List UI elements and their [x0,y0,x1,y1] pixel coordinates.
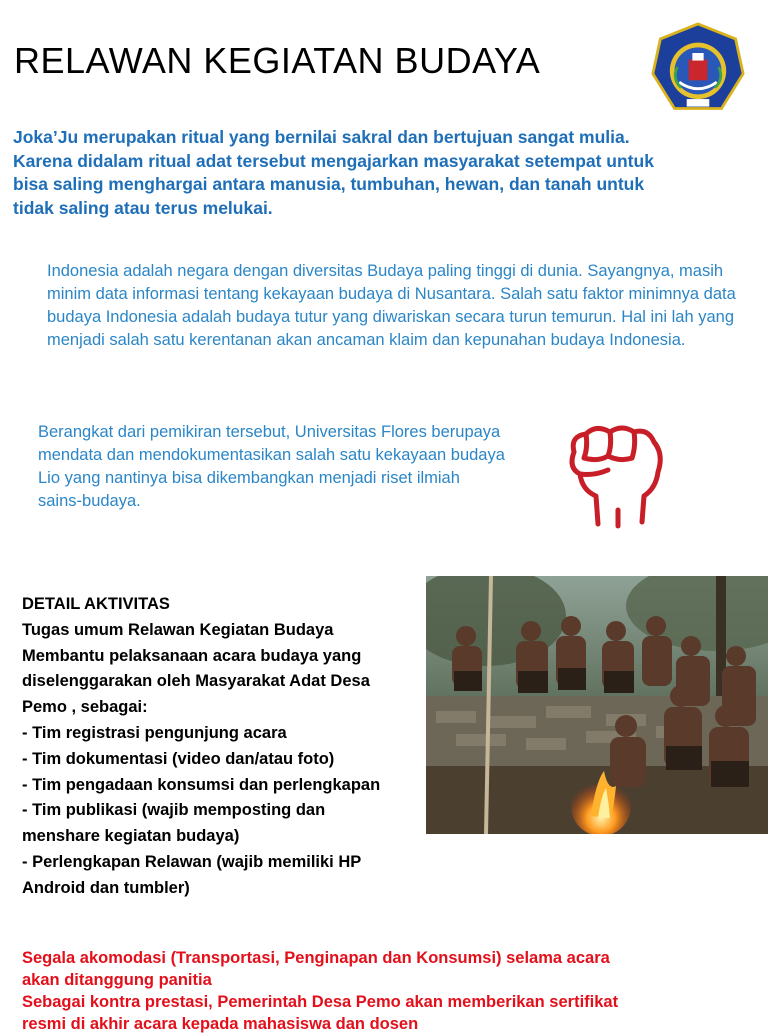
notes [22,947,752,1035]
ritual-photo [426,576,768,834]
details-heading: DETAIL AKTIVITAS [22,595,170,613]
details-line: - Perlengkapan Relawan (wajib memiliki HP [22,852,362,871]
paragraph-diversity: Indonesia adalah negara dengan diversitas Budaya paling tinggi di dunia. Sayangnya, masih minim data informasi tentang kekayaan budaya di Nusantara. Salah satu faktor minimnya data budaya Indonesia adalah budaya tutur yang diwariskan secara turun temurun. Hal ini lah yang menjadi salah satu kerentanan akan ancaman klaim dan kepunahan budaya Indonesia. [47,262,736,349]
note-line: akan ditanggung panitia [22,971,212,989]
details-line: - Tim publikasi (wajib memposting dan [22,801,326,820]
raised-fist-icon [560,414,672,534]
details-line: - Tim dokumentasi (video dan/atau foto) [22,749,335,768]
details-line: menshare kegiatan budaya) [22,827,240,846]
details-line: Tugas umum Relawan Kegiatan Budaya [22,620,334,639]
note-line: resmi di akhir acara kepada mahasiswa dan dosen [22,1015,419,1033]
note-line: Segala akomodasi (Transportasi, Penginapan dan Konsumsi) selama acara [22,949,610,967]
page-title: RELAWAN KEGIATAN BUDAYA [14,40,541,81]
details-line: Android dan tumbler) [22,878,190,897]
details-line: Membantu pelaksanaan acara budaya yang [22,646,362,665]
activity-details [22,592,427,902]
note-line: Sebagai kontra prestasi, Pemerintah Desa Pemo akan memberikan sertifikat [22,993,619,1011]
details-line: diselenggarakan oleh Masyarakat Adat Desa [22,672,370,691]
paragraph-university: Berangkat dari pemikiran tersebut, Universitas Flores berupaya mendata dan mendokumentasikan salah satu kekayaan budaya Lio yang nantinya bisa dikembangkan menjadi riset ilmiah sains-budaya. [38,423,505,510]
details-line: Pemo , sebagai: [22,698,148,717]
details-line: - Tim pengadaan konsumsi dan perlengkapan [22,775,381,794]
details-line: - Tim registrasi pengunjung acara [22,723,287,742]
intro-text: Joka’Ju merupakan ritual yang bernilai sakral dan bertujuan sangat mulia. Karena didalam ritual adat tersebut mengajarkan masyarakat setempat untuk bisa saling menghargai antara manusia, tumbuhan, hewan, dan tanah untuk tidak saling atau terus melukai. [13,127,654,218]
university-seal-icon [650,22,746,116]
